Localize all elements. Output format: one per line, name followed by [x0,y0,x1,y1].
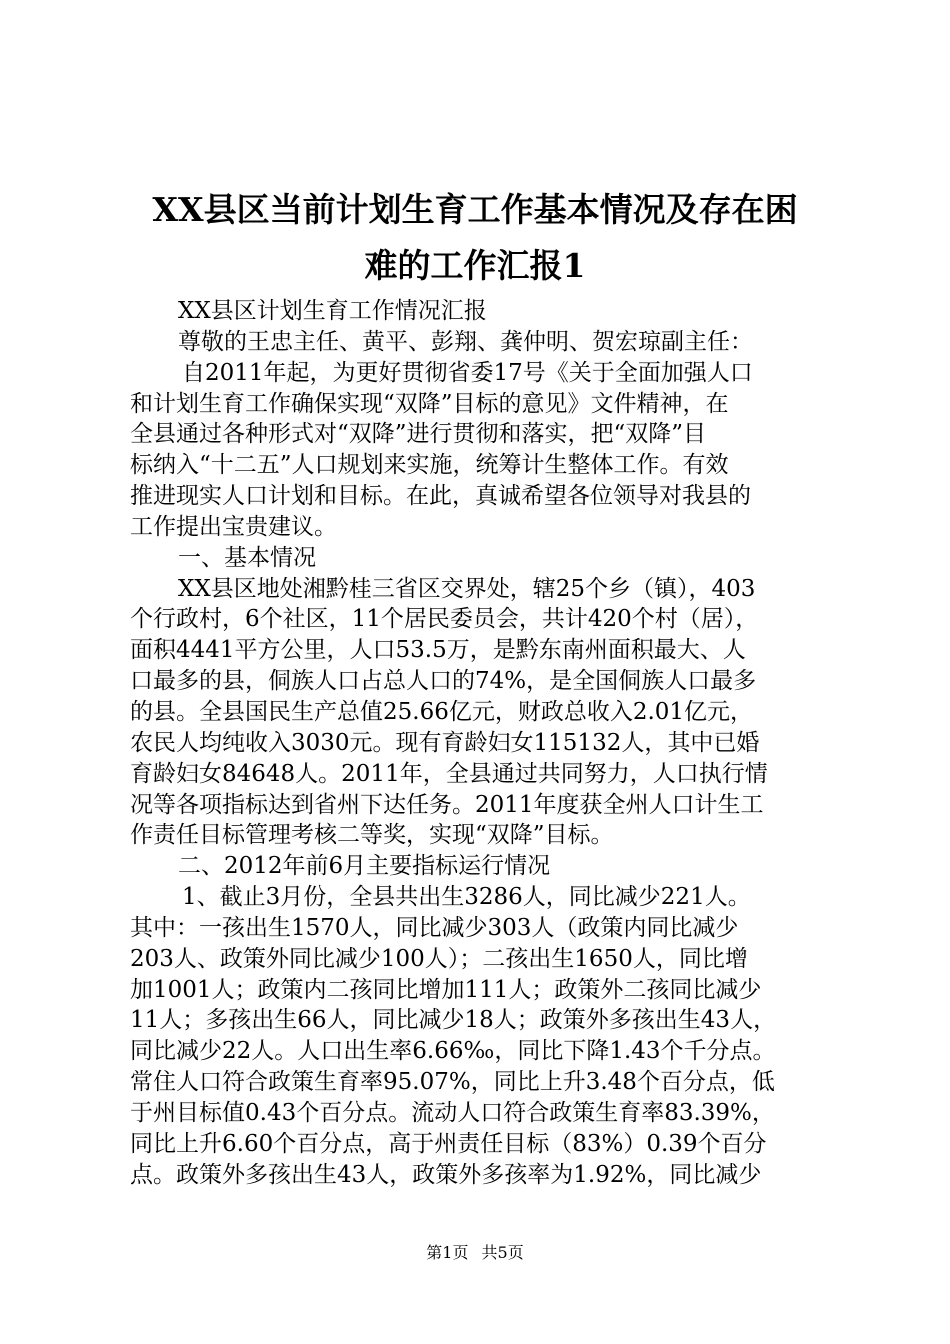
body-line: 推进现实人口计划和目标。在此，真诚希望各位领导对我县的 [130,483,751,510]
body-line: 加1001人；政策内二孩同比增加111人；政策外二孩同比减少 [130,976,762,1003]
body-line: 点。政策外多孩出生43人，政策外多孩率为1.92%，同比减少 [130,1161,762,1188]
body-line: 的县。全县国民生产总值25.66亿元，财政总收入2.01亿元， [130,698,754,725]
body-line: 于州目标值0.43个百分点。流动人口符合政策生育率83.39%， [130,1099,775,1126]
body-line: 常住人口符合政策生育率95.07%，同比上升3.48个百分点，低 [130,1069,775,1096]
document-title-line-2: 难的工作汇报1 [364,246,586,285]
body-line: 标纳入“十二五”人口规划来实施，统筹计生整体工作。有效 [130,452,729,479]
page-number-total: 共5页 [481,1243,524,1262]
body-line: 全县通过各种形式对“双降”进行贯彻和落实，把“双降”目 [130,421,707,448]
body-line: 工作提出宝贵建议。 [130,513,337,540]
body-line: 作责任目标管理考核二等奖，实现“双降”目标。 [130,822,614,849]
body-line: 面积4441平方公里，人口53.5万，是黔东南州面积最大、人 [130,637,746,664]
document-body [130,296,830,1190]
body-line: 同比上升6.60个百分点，高于州责任目标（83%）0.39个百分 [130,1130,767,1157]
section-heading-indicators: 二、2012年前6月主要指标运行情况 [178,853,551,880]
page-number-current: 第1页 [426,1243,469,1262]
body-line: 育龄妇女84648人。2011年，全县通过共同努力，人口执行情 [130,760,768,787]
body-line: XX县区地处湘黔桂三省区交界处，辖25个乡（镇），403 [178,575,756,602]
report-heading: XX县区计划生育工作情况汇报 [178,298,487,324]
salutation: 尊敬的王忠主任、黄平、彭翔、龚仲明、贺宏琼副主任： [178,328,753,355]
body-line: 其中：一孩出生1570人，同比减少303人（政策内同比减少 [130,914,739,941]
body-line: 和计划生育工作确保实现“双降”目标的意见》文件精神，在 [130,390,729,417]
body-line: 203人、政策外同比减少100人）；二孩出生1650人，同比增 [130,945,748,972]
body-line: 11人；多孩出生66人，同比减少18人；政策外多孩出生43人， [130,1007,777,1034]
section-heading-basic: 一、基本情况 [178,544,316,571]
body-line: 同比减少22人。人口出生率6.66‰，同比下降1.43个千分点。 [130,1038,776,1065]
document-title-line-1: XX县区当前计划生育工作基本情况及存在困 [152,190,798,229]
body-line: 个行政村，6个社区，11个居民委员会，共计420个村（居）， [130,606,759,633]
body-line: 1、截止3月份，全县共出生3286人，同比减少221人。 [182,884,751,911]
page-footer [0,1243,950,1263]
body-line: 自2011年起，为更好贯彻省委17号《关于全面加强人口 [182,359,753,386]
body-line: 况等各项指标达到省州下达任务。2011年度获全州人口计生工 [130,791,764,818]
body-line: 农民人均纯收入3030元。现有育龄妇女115132人，其中已婚 [130,729,760,756]
body-line: 口最多的县，侗族人口占总人口的74%，是全国侗族人口最多 [130,668,757,695]
